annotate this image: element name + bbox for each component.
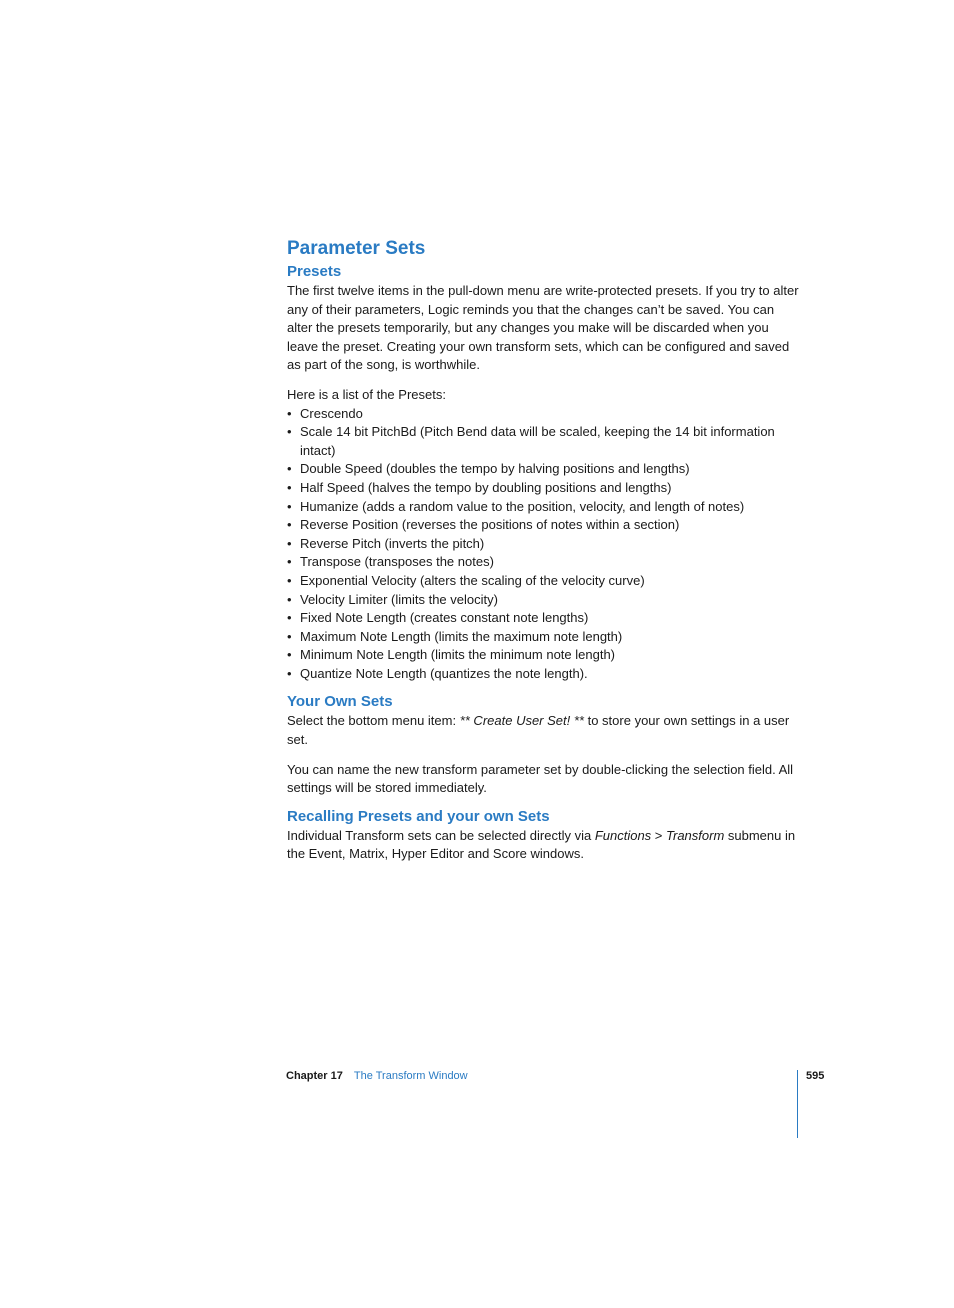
- own-sets-paragraph-2: You can name the new transform parameter set by double-clicking the selection field. All settings will be stored immediately.: [287, 761, 794, 796]
- footer-chapter: Chapter 17: [286, 1070, 343, 1082]
- list-item: • Maximum Note Length (limits the maximum note length): [287, 628, 799, 647]
- list-item: • Reverse Pitch (inverts the pitch): [287, 535, 799, 554]
- own-sets-paragraph-1: Select the bottom menu item: ** Create User Set! ** to store your own settings in a user set.: [287, 713, 790, 748]
- list-item: • Crescendo: [287, 405, 799, 424]
- list-item: • Velocity Limiter (limits the velocity): [287, 591, 799, 610]
- list-item: • Transpose (transposes the notes): [287, 553, 799, 572]
- recalling-paragraph: Individual Transform sets can be selected directly via Functions > Transform submenu in the Event, Matrix, Hyper Editor and Score windows.: [287, 827, 796, 862]
- list-item: • Half Speed (halves the tempo by doubling positions and lengths): [287, 479, 799, 498]
- recalling-heading: Recalling Presets and your own Sets: [287, 807, 550, 825]
- page-number: 595: [806, 1070, 825, 1082]
- list-item: • Quantize Note Length (quantizes the note length).: [287, 665, 799, 684]
- presets-list-intro: Here is a list of the Presets:: [287, 386, 446, 402]
- list-item: • Exponential Velocity (alters the scaling of the velocity curve): [287, 572, 799, 591]
- presets-list: [287, 405, 799, 684]
- own-sets-heading: Your Own Sets: [287, 693, 393, 711]
- presets-intro: The first twelve items in the pull-down menu are write-protected presets. If you try to alter any of their parameters, Logic reminds you that the changes can’t be saved. You can alter the presets temporarily, but any changes you make will be discarded when you leave the preset. Creating your own transform sets, which can be configured and saved as part of the song, is worthwhile.: [287, 283, 799, 373]
- list-item: • Humanize (adds a random value to the position, velocity, and length of notes): [287, 498, 799, 517]
- footer-chapter-title: The Transform Window: [353, 1070, 468, 1082]
- section-title: Parameter Sets: [287, 238, 426, 259]
- list-item: • Minimum Note Length (limits the minimum note length): [287, 646, 799, 665]
- page-footer: [286, 1070, 468, 1082]
- footer-divider: [797, 1070, 798, 1138]
- list-item: • Double Speed (doubles the tempo by halving positions and lengths): [287, 460, 799, 479]
- list-item: • Reverse Position (reverses the positions of notes within a section): [287, 516, 799, 535]
- list-item: • Fixed Note Length (creates constant note lengths): [287, 609, 799, 628]
- list-item: • Scale 14 bit PitchBd (Pitch Bend data will be scaled, keeping the 14 bit information intact): [287, 423, 799, 460]
- presets-heading: Presets: [287, 263, 342, 280]
- page-content: [287, 236, 799, 864]
